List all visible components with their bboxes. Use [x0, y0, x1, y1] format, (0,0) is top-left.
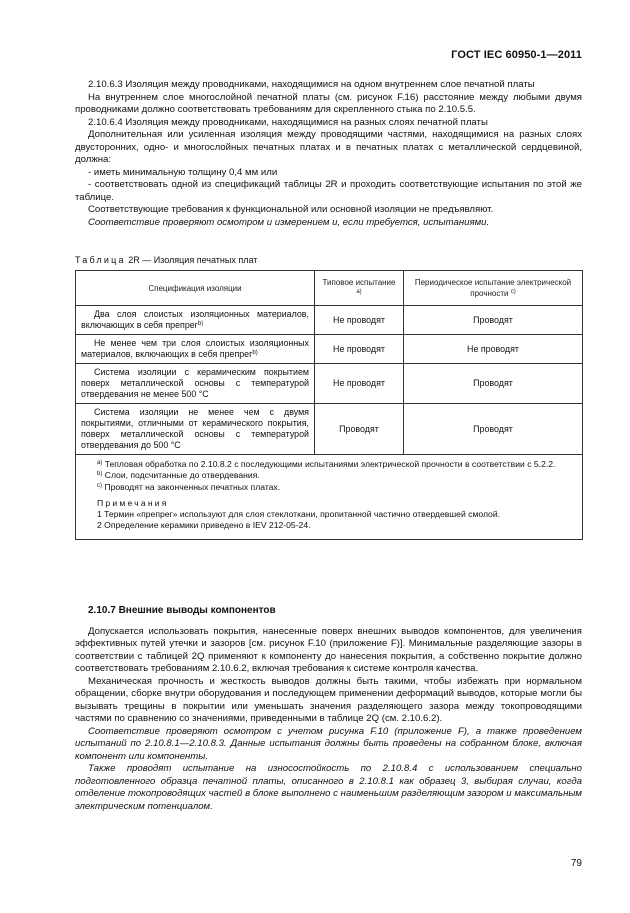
notes-heading: Примечания — [97, 497, 169, 508]
row-periodic-test: Проводят — [404, 364, 583, 404]
row-type-test: Не проводят — [315, 335, 404, 364]
header-periodic-test: Периодическое испытание электрической прочности $^{c)}$ — [404, 271, 583, 306]
table-row — [76, 404, 583, 455]
clause-2-10-6-4-title: 2.10.6.4 Изоляция между проводниками, находящимися на разных слоях печатной платы — [88, 116, 488, 128]
table-notes — [76, 455, 583, 540]
page-number: 79 — [570, 858, 582, 869]
top-text-block — [75, 79, 582, 229]
section-italic-paragraph: Также проводят испытание на износостойкость по 2.10.8.4 с использованием специально подготовленного образца печатной платы, описанного в 2.10.8.1 как образец 3, выбирая случаи, когда отделение токопроводящих частей в блоке выполнено с наименьшим разделяющим зазором и максимальным электрическим потенциалом. — [75, 763, 582, 812]
footnote-b: $^{b)}$ Слои, подсчитанные до отвердевания. — [97, 470, 260, 481]
table-caption-title: 2R — Изоляция печатных плат — [125, 255, 258, 265]
row-spec: Система изоляции не менее чем с двумя покрытиями, отличными от керамического покрытия, поверх металлической основы с температурой отвердевания до 500 °С — [76, 404, 315, 455]
table-header-row — [76, 271, 583, 306]
row-spec: Система изоляции с керамическим покрытием поверх металлической основы с температурой отвердевания не менее 500 °С — [76, 364, 315, 404]
row-spec: Два слоя слоистых изоляционных материалов, включающих в себя препрег$^{b)}$ — [76, 306, 315, 335]
footnote-c: $^{c)}$ Проводят на законченных печатных платах. — [97, 481, 281, 492]
row-spec: Не менее чем три слоя слоистых изоляционных материалов, включающих в себя препрег$^{b)}$ — [76, 335, 315, 364]
compliance-check: Соответствие проверяют осмотром и измерением и, если требуется, испытаниями. — [88, 216, 490, 228]
row-periodic-test: Не проводят — [404, 335, 583, 364]
row-periodic-test: Проводят — [404, 404, 583, 455]
list-item-table-2r: - соответствовать одной из спецификаций таблицы 2R и проходить соответствующие испытания по этой же таблице. — [75, 179, 582, 203]
header-spec: Спецификация изоляции — [76, 271, 315, 306]
row-type-test: Не проводят — [315, 306, 404, 335]
table-row — [76, 364, 583, 404]
standard-header: ГОСТ IEC 60950-1—2011 — [451, 49, 582, 61]
table-row — [76, 335, 583, 364]
section-paragraph: Допускается использовать покрытия, нанесенные поверх внешних выводов компонентов, для увеличения эффективных путей утечки и зазоров [см. рисунок F.10 (приложение F)]. Минимальные разделяющие зазоры в соответствии с таблицей 2Q применяют к компоненту до нанесения покрытия, а собственно покрытие должно соответствовать требованиям 2.10.6.2, включая требования к системе контроля качества. — [75, 625, 582, 674]
functional-insulation-note: Соответствующие требования к функциональной или основной изоляции не предъявляют. — [88, 204, 494, 215]
section-2-10-7 — [75, 605, 582, 813]
note-2: 2 Определение керамики приведено в IEV 212-05-24. — [97, 520, 311, 531]
list-item-thickness: - иметь минимальную толщину 0,4 мм или — [88, 166, 278, 178]
row-type-test: Проводят — [315, 404, 404, 455]
table-row — [76, 306, 583, 335]
insulation-table — [75, 270, 583, 540]
section-italic-paragraph: Соответствие проверяют осмотром с учетом рисунка F.10 (приложение F), а также проведением испытаний по 2.10.8.1—2.10.8.3. Данные испытания должны быть проведены на собранном блоке, включая компонент или компоненты. — [75, 725, 582, 762]
header-type-test: Типовое испытание $^{a)}$ — [315, 271, 404, 306]
table-caption-word: Таблица — [75, 255, 126, 265]
row-type-test: Не проводят — [315, 364, 404, 404]
clause-2-10-6-3-text: На внутреннем слое многослойной печатной платы (см. рисунок F.16) расстояние между любыми двумя проводниками должно соответствовать требованиям для скрепленного стыка по 2.10.5.5. — [75, 91, 582, 115]
section-paragraph: Механическая прочность и жесткость выводов должны быть такими, чтобы избежать при нормальном обращении, сборке внутри оборудования и последующем применении деформаций выводов, которые могли бы вызывать трещины в покрытии или уменьшать значения разделяющего зазора между токопроводящими частями по сравнению со значениями, приведенными в таблице 2Q (см. 2.10.6.2). — [75, 675, 582, 724]
clause-2-10-6-4-text: Дополнительная или усиленная изоляция между проводящими частями, находящимися на разных слоях двусторонних, одно- и многослойных печатных платах и в печатных платах с металлической сердцевиной, должна: — [75, 129, 582, 165]
clause-2-10-6-3-title: 2.10.6.3 Изоляция между проводниками, находящимися на одном внутреннем слое печатной платы — [88, 79, 535, 90]
section-heading: 2.10.7 Внешние выводы компонентов — [88, 605, 276, 616]
row-periodic-test: Проводят — [404, 306, 583, 335]
table-notes-row — [76, 455, 583, 540]
note-1: 1 Термин «препрег» используют для слоя стеклоткани, пропитанной частично отвердевшей смолой. — [97, 509, 501, 520]
footnote-a: $^{a)}$ Тепловая обработка по 2.10.8.2 с последующими испытаниями электрической прочности в соответствии с 5.2.2. — [97, 459, 556, 469]
table-caption — [75, 255, 257, 265]
